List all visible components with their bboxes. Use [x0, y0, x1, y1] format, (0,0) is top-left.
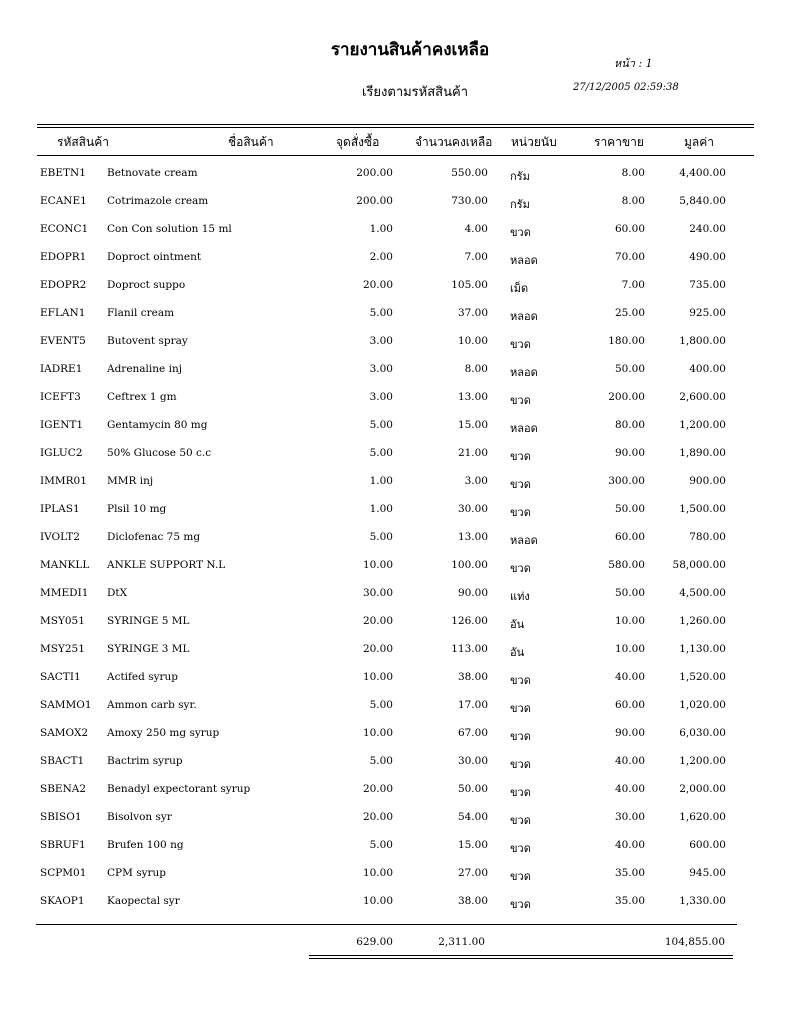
table-row: [0, 335, 786, 355]
stock-value: 1,620.00: [679, 811, 726, 823]
table-row: [0, 811, 786, 831]
reorder-point: 200.00: [356, 167, 393, 179]
product-code: MANKLL: [40, 559, 90, 571]
stock-value: 945.00: [689, 867, 726, 879]
product-name: Doproct ointment: [107, 251, 202, 263]
stock-value: 900.00: [689, 475, 726, 487]
product-name: Con Con solution 15 ml: [107, 223, 232, 235]
stock-value: 1,200.00: [679, 419, 726, 431]
stock-value: 1,330.00: [679, 895, 726, 907]
stock-qty: 15.00: [457, 419, 488, 431]
sell-price: 580.00: [608, 559, 645, 571]
totals-double-rule-1: [309, 955, 733, 956]
product-name: 50% Glucose 50 c.c: [107, 447, 212, 459]
sell-price: 40.00: [614, 839, 645, 851]
stock-qty: 4.00: [464, 223, 488, 235]
stock-value: 490.00: [689, 251, 726, 263]
column-header-code: รหัสสินค้า: [57, 135, 109, 149]
product-name: Kaopectal syr: [107, 895, 180, 907]
column-header-unit: หน่วยนับ: [511, 135, 557, 149]
table-row: [0, 391, 786, 411]
unit: ขวด: [510, 898, 531, 911]
column-header-price: ราคาขาย: [594, 135, 644, 149]
product-code: EFLAN1: [40, 307, 86, 319]
header-bottom-rule: [37, 155, 754, 156]
stock-value: 1,200.00: [679, 755, 726, 767]
product-code: ECANE1: [40, 195, 87, 207]
sell-price: 200.00: [608, 391, 645, 403]
product-code: IGLUC2: [40, 447, 83, 459]
table-row: [0, 475, 786, 495]
unit: ขวด: [510, 562, 531, 575]
sell-price: 40.00: [614, 783, 645, 795]
product-name: Bactrim syrup: [107, 755, 183, 767]
product-name: Flanil cream: [107, 307, 175, 319]
product-code: EVENT5: [40, 335, 86, 347]
sell-price: 35.00: [614, 895, 645, 907]
stock-qty: 550.00: [451, 167, 488, 179]
stock-qty: 27.00: [457, 867, 488, 879]
unit: หลอด: [510, 422, 538, 435]
unit: กรัม: [510, 170, 530, 183]
total-reorder: 629.00: [356, 936, 393, 948]
product-code: SBACT1: [40, 755, 85, 767]
sell-price: 60.00: [614, 223, 645, 235]
reorder-point: 20.00: [362, 615, 393, 627]
unit: ขวด: [510, 394, 531, 407]
sell-price: 300.00: [608, 475, 645, 487]
reorder-point: 5.00: [369, 699, 393, 711]
reorder-point: 5.00: [369, 307, 393, 319]
table-row: [0, 783, 786, 803]
unit: หลอด: [510, 534, 538, 547]
stock-value: 240.00: [689, 223, 726, 235]
report-subtitle: เรียงตามรหัสสินค้า: [361, 85, 468, 100]
stock-qty: 730.00: [451, 195, 488, 207]
reorder-point: 1.00: [369, 475, 393, 487]
stock-qty: 30.00: [457, 503, 488, 515]
sell-price: 8.00: [621, 167, 645, 179]
stock-value: 400.00: [689, 363, 726, 375]
reorder-point: 3.00: [369, 363, 393, 375]
product-code: EBETN1: [40, 167, 86, 179]
table-row: [0, 223, 786, 243]
total-stock: 2,311.00: [438, 936, 485, 948]
unit: ขวด: [510, 702, 531, 715]
unit: ขวด: [510, 870, 531, 883]
product-code: IVOLT2: [40, 531, 80, 543]
product-code: IADRE1: [40, 363, 83, 375]
product-code: ICEFT3: [40, 391, 81, 403]
reorder-point: 20.00: [362, 811, 393, 823]
stock-qty: 17.00: [457, 699, 488, 711]
unit: ขวด: [510, 786, 531, 799]
product-code: SBISO1: [40, 811, 82, 823]
table-row: [0, 699, 786, 719]
reorder-point: 1.00: [369, 223, 393, 235]
unit: เม็ด: [510, 282, 529, 295]
unit: หลอด: [510, 254, 538, 267]
stock-qty: 67.00: [457, 727, 488, 739]
stock-value: 1,890.00: [679, 447, 726, 459]
product-name: Plsil 10 mg: [107, 503, 167, 515]
reorder-point: 5.00: [369, 419, 393, 431]
stock-qty: 50.00: [457, 783, 488, 795]
reorder-point: 30.00: [362, 587, 393, 599]
stock-qty: 38.00: [457, 895, 488, 907]
reorder-point: 20.00: [362, 643, 393, 655]
reorder-point: 10.00: [362, 671, 393, 683]
unit: ขวด: [510, 450, 531, 463]
stock-value: 6,030.00: [679, 727, 726, 739]
stock-value: 925.00: [689, 307, 726, 319]
table-row: [0, 363, 786, 383]
product-code: MSY251: [40, 643, 85, 655]
product-name: CPM syrup: [107, 867, 167, 879]
sell-price: 30.00: [614, 811, 645, 823]
stock-value: 1,520.00: [679, 671, 726, 683]
table-row: [0, 419, 786, 439]
table-row: [0, 167, 786, 187]
reorder-point: 5.00: [369, 839, 393, 851]
sell-price: 8.00: [621, 195, 645, 207]
product-name: Ammon carb syr.: [107, 699, 197, 711]
product-name: Amoxy 250 mg syrup: [107, 727, 220, 739]
stock-qty: 37.00: [457, 307, 488, 319]
reorder-point: 3.00: [369, 391, 393, 403]
product-name: SYRINGE 3 ML: [107, 643, 190, 655]
sell-price: 80.00: [614, 419, 645, 431]
table-row: [0, 587, 786, 607]
stock-qty: 113.00: [451, 643, 488, 655]
table-row: [0, 615, 786, 635]
reorder-point: 10.00: [362, 867, 393, 879]
product-name: MMR inj: [107, 475, 154, 487]
sell-price: 50.00: [614, 587, 645, 599]
stock-qty: 13.00: [457, 531, 488, 543]
report-title: รายงานสินค้าคงเหลือ: [330, 40, 490, 60]
reorder-point: 1.00: [369, 503, 393, 515]
totals-double-rule-2: [309, 958, 733, 959]
table-row: [0, 895, 786, 915]
page-number: หน้า : 1: [614, 57, 653, 70]
stock-qty: 126.00: [451, 615, 488, 627]
sell-price: 90.00: [614, 727, 645, 739]
stock-value: 1,260.00: [679, 615, 726, 627]
reorder-point: 10.00: [362, 895, 393, 907]
stock-qty: 10.00: [457, 335, 488, 347]
table-row: [0, 559, 786, 579]
sell-price: 10.00: [614, 643, 645, 655]
table-row: [0, 279, 786, 299]
product-name: Actifed syrup: [107, 671, 179, 683]
table-row: [0, 251, 786, 271]
stock-value: 1,130.00: [679, 643, 726, 655]
product-code: SKAOP1: [40, 895, 85, 907]
stock-value: 1,500.00: [679, 503, 726, 515]
stock-value: 780.00: [689, 531, 726, 543]
stock-qty: 3.00: [464, 475, 488, 487]
unit: ขวด: [510, 478, 531, 491]
column-header-value: มูลค่า: [684, 135, 715, 149]
product-name: Ceftrex 1 gm: [107, 391, 177, 403]
table-row: [0, 307, 786, 327]
unit: ขวด: [510, 674, 531, 687]
column-header-name: ชื่อสินค้า: [228, 135, 274, 149]
unit: อัน: [510, 618, 525, 631]
stock-qty: 13.00: [457, 391, 488, 403]
stock-qty: 100.00: [451, 559, 488, 571]
stock-value: 4,500.00: [679, 587, 726, 599]
table-row: [0, 727, 786, 747]
product-code: ECONC1: [40, 223, 89, 235]
unit: กรัม: [510, 198, 530, 211]
product-code: SAMMO1: [40, 699, 92, 711]
sell-price: 60.00: [614, 531, 645, 543]
sell-price: 25.00: [614, 307, 645, 319]
product-name: ANKLE SUPPORT N.L: [107, 559, 226, 571]
product-code: IMMR01: [40, 475, 87, 487]
table-row: [0, 531, 786, 551]
product-code: SAMOX2: [40, 727, 89, 739]
table-row: [0, 671, 786, 691]
product-name: DtX: [107, 587, 128, 599]
stock-value: 1,800.00: [679, 335, 726, 347]
product-code: SCPM01: [40, 867, 87, 879]
reorder-point: 2.00: [369, 251, 393, 263]
table-row: [0, 447, 786, 467]
table-row: [0, 755, 786, 775]
unit: แท่ง: [510, 590, 530, 603]
sell-price: 40.00: [614, 755, 645, 767]
stock-qty: 54.00: [457, 811, 488, 823]
sell-price: 7.00: [621, 279, 645, 291]
reorder-point: 20.00: [362, 783, 393, 795]
reorder-point: 10.00: [362, 727, 393, 739]
product-name: Benadyl expectorant syrup: [107, 783, 251, 795]
product-code: EDOPR1: [40, 251, 87, 263]
product-name: Diclofenac 75 mg: [107, 531, 201, 543]
table-row: [0, 643, 786, 663]
stock-value: 2,000.00: [679, 783, 726, 795]
sell-price: 40.00: [614, 671, 645, 683]
unit: ขวด: [510, 506, 531, 519]
total-value: 104,855.00: [664, 936, 725, 948]
product-code: IGENT1: [40, 419, 84, 431]
sell-price: 35.00: [614, 867, 645, 879]
table-row: [0, 839, 786, 859]
product-code: IPLAS1: [40, 503, 80, 515]
unit: ขวด: [510, 730, 531, 743]
stock-value: 2,600.00: [679, 391, 726, 403]
product-name: Gentamycin 80 mg: [107, 419, 208, 431]
unit: ขวด: [510, 814, 531, 827]
product-name: Cotrimazole cream: [107, 195, 209, 207]
sell-price: 70.00: [614, 251, 645, 263]
reorder-point: 5.00: [369, 447, 393, 459]
stock-qty: 38.00: [457, 671, 488, 683]
product-name: Adrenaline inj: [107, 363, 182, 375]
reorder-point: 5.00: [369, 531, 393, 543]
unit: หลอด: [510, 310, 538, 323]
column-header-reorder: จุดสั่งซื้อ: [336, 135, 380, 149]
reorder-point: 3.00: [369, 335, 393, 347]
stock-qty: 30.00: [457, 755, 488, 767]
stock-value: 600.00: [689, 839, 726, 851]
header-top-rule: [37, 124, 754, 125]
product-name: Doproct suppo: [107, 279, 186, 291]
unit: อัน: [510, 646, 525, 659]
sell-price: 90.00: [614, 447, 645, 459]
product-name: SYRINGE 5 ML: [107, 615, 190, 627]
report-datetime: 27/12/2005 02:59:38: [573, 82, 679, 93]
reorder-point: 20.00: [362, 279, 393, 291]
sell-price: 50.00: [614, 503, 645, 515]
unit: ขวด: [510, 842, 531, 855]
unit: ขวด: [510, 338, 531, 351]
stock-value: 58,000.00: [672, 559, 726, 571]
reorder-point: 200.00: [356, 195, 393, 207]
unit: หลอด: [510, 366, 538, 379]
stock-qty: 21.00: [457, 447, 488, 459]
stock-value: 5,840.00: [679, 195, 726, 207]
stock-qty: 15.00: [457, 839, 488, 851]
stock-value: 4,400.00: [679, 167, 726, 179]
column-header-stock: จำนวนคงเหลือ: [415, 135, 493, 149]
sell-price: 180.00: [608, 335, 645, 347]
table-row: [0, 503, 786, 523]
unit: ขวด: [510, 226, 531, 239]
product-name: Butovent spray: [107, 335, 188, 347]
sell-price: 60.00: [614, 699, 645, 711]
product-code: EDOPR2: [40, 279, 87, 291]
stock-value: 735.00: [689, 279, 726, 291]
reorder-point: 10.00: [362, 559, 393, 571]
product-code: SBENA2: [40, 783, 87, 795]
table-row: [0, 195, 786, 215]
header-top-rule-2: [37, 127, 754, 128]
sell-price: 10.00: [614, 615, 645, 627]
stock-qty: 90.00: [457, 587, 488, 599]
product-code: SBRUF1: [40, 839, 86, 851]
product-name: Betnovate cream: [107, 167, 198, 179]
stock-value: 1,020.00: [679, 699, 726, 711]
product-code: MSY051: [40, 615, 85, 627]
unit: ขวด: [510, 758, 531, 771]
stock-qty: 7.00: [464, 251, 488, 263]
product-code: SACTI1: [40, 671, 81, 683]
totals-top-rule: [36, 924, 737, 925]
table-row: [0, 867, 786, 887]
sell-price: 50.00: [614, 363, 645, 375]
product-name: Bisolvon syr: [107, 811, 172, 823]
stock-qty: 105.00: [451, 279, 488, 291]
stock-qty: 8.00: [464, 363, 488, 375]
product-name: Brufen 100 ng: [107, 839, 184, 851]
reorder-point: 5.00: [369, 755, 393, 767]
product-code: MMEDI1: [40, 587, 89, 599]
